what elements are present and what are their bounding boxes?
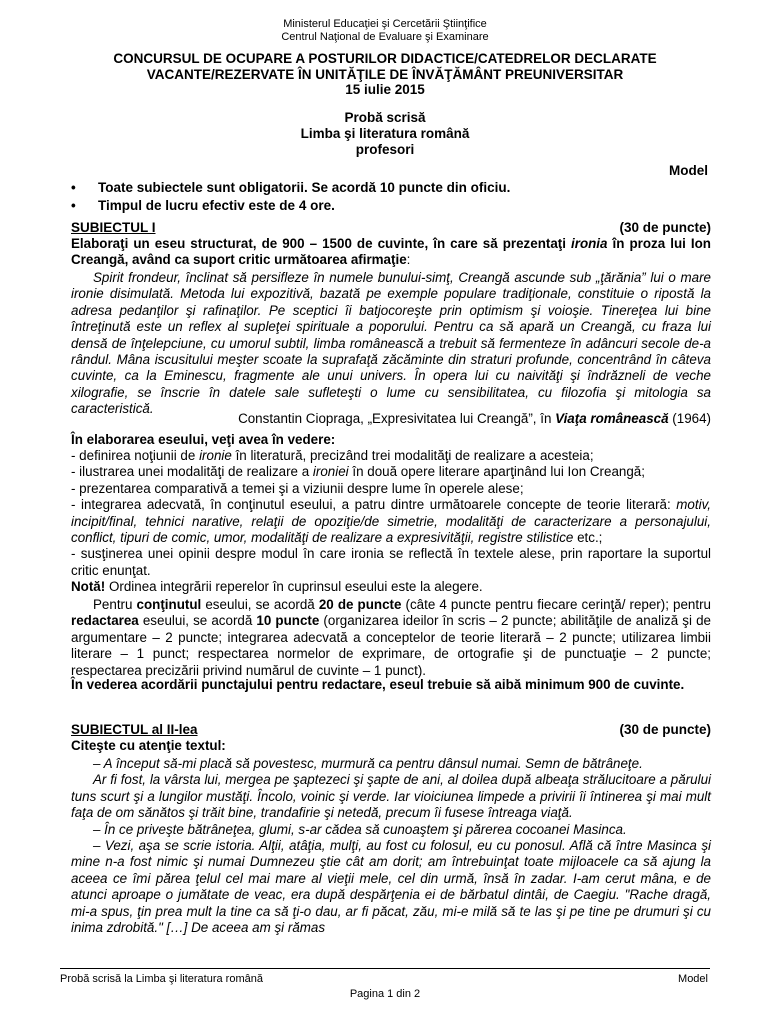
subject-1-title: SUBIECTUL I [71, 220, 156, 235]
subject-2-title: SUBIECTUL al II-lea [71, 722, 198, 737]
institution-header [60, 18, 710, 44]
title-line-1: CONCURSUL DE OCUPARE A POSTURILOR DIDACTICE/CATEDRELOR DECLARATE [113, 51, 657, 66]
exam-type: Probă scrisă [344, 110, 426, 125]
bullet-icon: • [71, 198, 76, 213]
page-number: Pagina 1 din 2 [349, 988, 421, 1000]
guide-item: - ilustrarea unei modalităţi de realizare a ironiei în două opere literare aparţinând lui Ion Creangă; [71, 464, 645, 480]
scoring-paragraph: Pentru conţinutul eseului, se acordă 20 de puncte (câte 4 puncte pentru fiecare cerinţă/ reper); pentru redactarea eseului, se acordă 10 puncte (organizarea ideilor în scris – 2 puncte; abilităţile de analiză şi de argumentare – 2 puncte; integrarea adecvată a conceptelor de teorie literară – 2 puncte; utilizarea limbii literare – 1 punct; respectarea normelor de exprimare, de ortografie şi de punctuaţie – 2 puncte; respectarea precizării privind numărul de cuvinte – 1 punct). [71, 597, 711, 678]
text-paragraph: Ar fi fost, la vârsta lui, mergea pe şaptezeci şi şapte de ani, al doilea după albeaţa strălucitoare a părului tuns scurt şi a lungilor mustăţi. Încolo, voinic şi verde. Iar vioiciunea limpede a privirii îi întinerea şi mai mult faţa de om sănătos şi trăit bine, trandafirie şi netedă, precum îi fusese întreaga viaţă. [71, 772, 711, 821]
bullet-text: Timpul de lucru efectiv este de 4 ore. [98, 198, 335, 213]
exam-subject: Limba şi literatura română [300, 126, 470, 141]
title-line-2: VACANTE/REZERVATE ÎN UNITĂŢILE DE ÎNVĂŢĂMÂNT PREUNIVERSITAR [146, 66, 624, 82]
guide-item: - integrarea adecvată, în conţinutul eseului, a patru dintre următoarele concepte de teorie literară: motiv, incipit/final, tehnici narative, relaţii de opoziţie/de simetrie, modalităţi de caracterizare a personajului, conflict, tipuri de comic, umor, modalităţi de realizare a expresivităţii, registre stilistice etc.; [71, 497, 711, 546]
text-paragraph: – A început să-mi placă să povestesc, murmură ca pentru dânsul numai. Semn de bătrâneţe. [93, 756, 643, 771]
reading-text [71, 756, 711, 936]
read-instruction: Citeşte cu atenţie textul: [71, 738, 226, 753]
center-name: Centrul Naţional de Evaluare şi Examinare [281, 31, 489, 43]
text-paragraph: – În ce priveşte bătrâneţea, glumi, s-ar cădea să cunoaştem şi părerea cocoanei Masinca. [93, 821, 627, 837]
ministry-name: Ministerul Educaţiei şi Cercetării Ştiinţifice [283, 18, 487, 30]
bullet-text: Toate subiectele sunt obligatorii. Se acordă 10 puncte din oficiu. [98, 180, 511, 195]
exam-date: 15 iulie 2015 [345, 82, 425, 97]
order-note: Notă! Ordinea integrării reperelor în cuprinsul eseului este la alegere. [71, 579, 483, 594]
subject-2-points: (30 de puncte) [619, 722, 711, 737]
exam-info [60, 110, 710, 158]
minimum-words-note: În vederea acordării punctajului pentru redactare, eseul trebuie să aibă minimum 900 de cuvinte. [71, 677, 685, 692]
footer-divider [60, 968, 710, 969]
guide-item: - susţinerea unei opinii despre modul în care ironia se reflectă în textele alese, prin raportare la suportul critic enunţat. [71, 546, 711, 578]
footer-left: Probă scrisă la Limba şi literatura română [60, 973, 263, 985]
subject-1-task: Elaboraţi un eseu structurat, de 900 – 1500 de cuvinte, în care să prezentaţi ironia în proza lui Ion Creangă, având ca suport critic următoarea afirmaţie: [71, 236, 711, 268]
guide-item: - prezentarea comparativă a temei şi a viziunii despre lume în operele alese; [71, 480, 524, 496]
footer-right: Model [678, 973, 708, 985]
competition-title [60, 51, 710, 98]
essay-guide-title: În elaborarea eseului, veţi avea în vedere: [71, 432, 336, 447]
bullet-icon: • [71, 180, 76, 195]
exam-audience: profesori [355, 142, 415, 157]
quote-source: Constantin Ciopraga, „Expresivitatea lui Creangă”, în Viaţa românească (1964) [238, 411, 711, 426]
critical-quote: Spirit frondeur, înclinat să persifleze în numele bunului-simţ, Creangă ascunde sub „ţărănia” lui o mare ironie disimulată. Metoda lui expozitivă, bazată pe exemple populare tradiţionale, constituie o ripostă la adresa pedanţilor şi rafinaţilor. Pe sceptici îi batjocoreşte prin optimism şi voioşie. Tinereţea lui bine întreţinută este un reflex al supleţei spirituale a poporului. Pentru ca să apară un Creangă, cu fraza lui densă de înţelepciune, cu umorul subtil, limba românească a trebuit să fermenteze în adâncuri secole de-a rândul. Mâna iscusitului meşter scoate la suprafaţă zăcăminte din straturi profunde, concentrând în câteva cuvinte, ca la Eminescu, fragmente ale unui univers. În opera lui cu naivităţi şi îndrăzneli de veche xilografie, se înscrie în datele sale sufleteşti o lume cu sensibilitatea, cu filozofia şi mitologia sa caracteristică. [71, 270, 711, 417]
essay-guide-list [71, 448, 711, 579]
text-paragraph: – Vezi, aşa se scrie istoria. Alţii, atâţia, mulţi, au fost cu folosul, eu cu ponosul. Află că între Masinca şi mine n-a fost nimic şi numai Dumnezeu ştie cât am dorit; am întrebuinţat toate mijloacele ca să ajung la aceea ce îmi părea ţelul cel mai mare al vieţii mele, cel din urmă, însă în zadar. I-am cerut mâna, e de atunci aproape o jumătate de veac, era după despărţenia ei de bărbatul dintâi, de Caegiu. "Rache dragă, mi-a spus, ţin prea mult la tine ca să ţi-o dau, ar fi păcat, zău, mi-e milă să te las şi pe tine pe drumuri şi cu inima zdrobită." […] De aceea am şi rămas [71, 838, 711, 936]
subject-1-points: (30 de puncte) [619, 220, 711, 235]
guide-item: - definirea noţiunii de ironie în literatură, precizând trei modalităţi de realizare a acesteia; [71, 448, 594, 463]
model-label: Model [669, 163, 708, 178]
